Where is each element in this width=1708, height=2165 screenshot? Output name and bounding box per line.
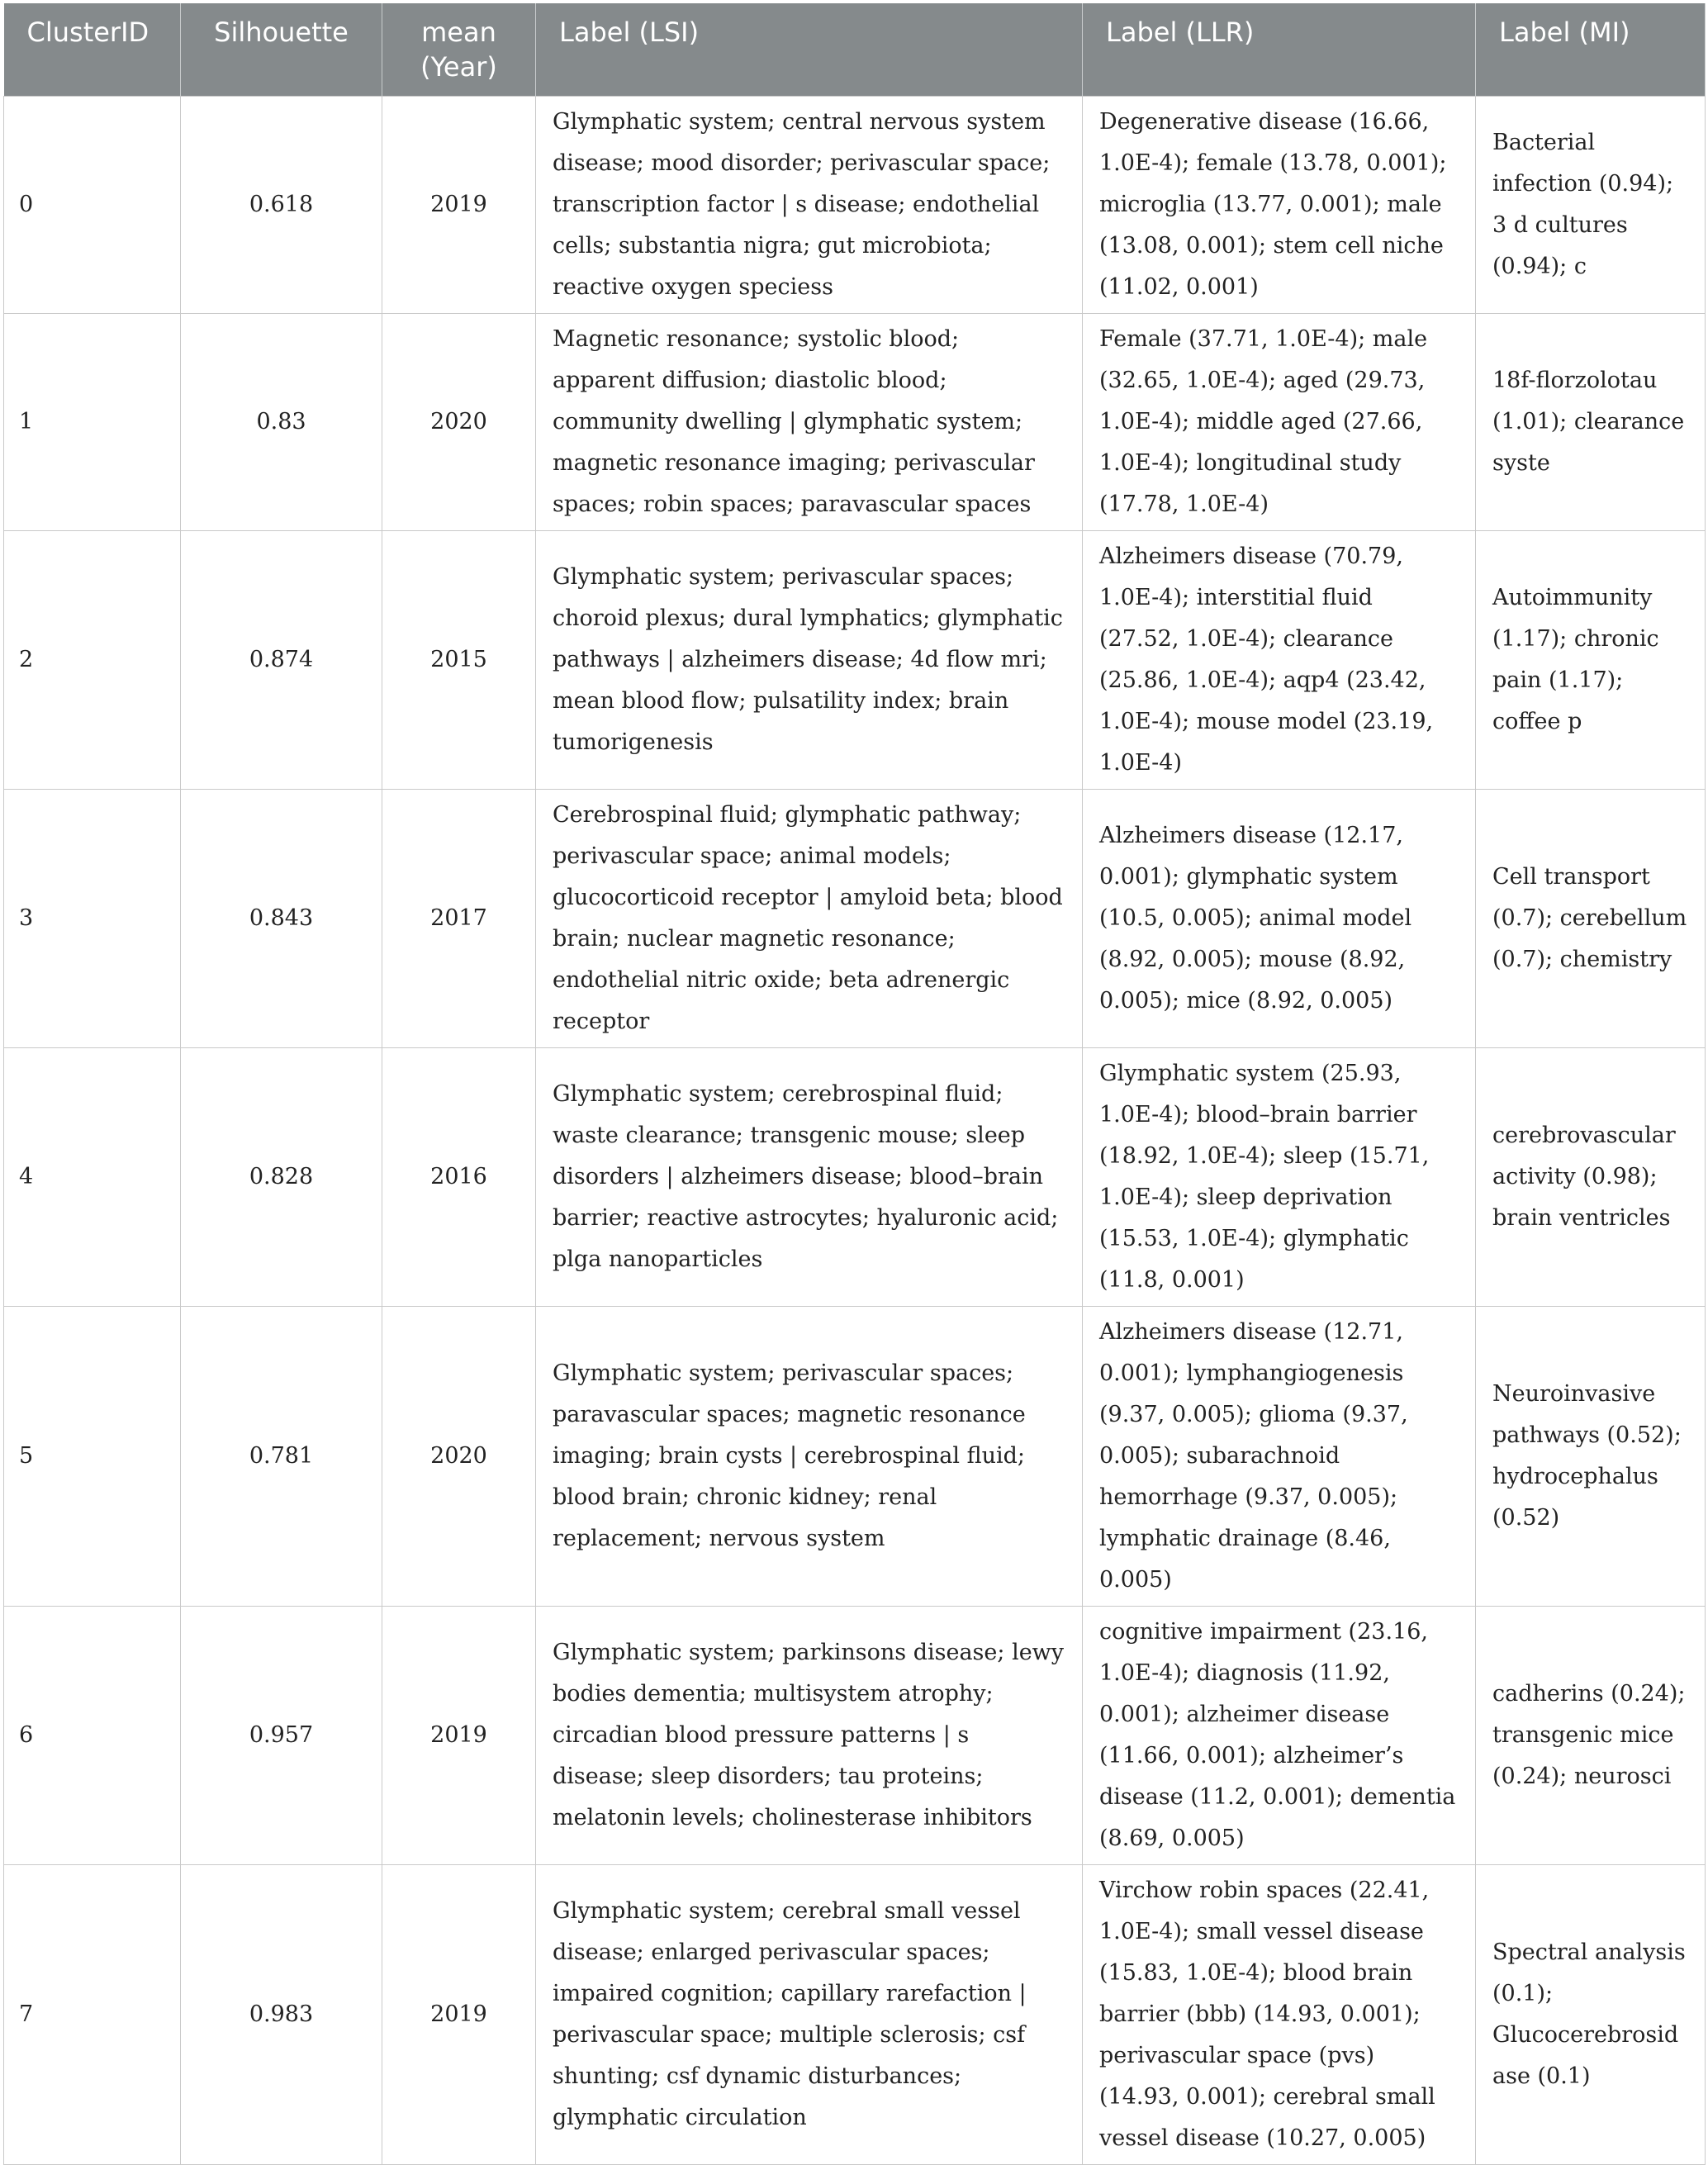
table-header [4,3,1706,97]
cell-cluster-id: 6 [4,1607,181,1865]
cell-label-mi: Bacterial infection (0.94); 3 d cultures (0.94); c [1476,97,1706,314]
cell-label-mi: Neuroinvasive pathways (0.52); hydrocephalus (0.52) [1476,1307,1706,1607]
cell-mean-year: 2019 [382,97,536,314]
cell-silhouette: 0.618 [181,97,382,314]
header-row [4,3,1706,97]
cell-label-llr: Degenerative disease (16.66, 1.0E-4); female (13.78, 0.001); microglia (13.77, 0.001); male (13.08, 0.001); stem cell niche (11.02, 0.001) [1083,97,1476,314]
cell-label-lsi: Glymphatic system; central nervous system disease; mood disorder; perivascular space; transcription factor | s disease; endothelial cells; substantia nigra; gut microbiota; reactive oxygen speciess [536,97,1083,314]
cell-silhouette: 0.957 [181,1607,382,1865]
table-row [4,1607,1706,1865]
cell-label-llr: Virchow robin spaces (22.41, 1.0E-4); small vessel disease (15.83, 1.0E-4); blood brain barrier (bbb) (14.93, 0.001); perivascular space (pvs) (14.93, 0.001); cerebral small vessel disease (10.27, 0.005) [1083,1865,1476,2165]
cell-label-llr: Alzheimers disease (12.17, 0.001); glymphatic system (10.5, 0.005); animal model (8.92, 0.005); mouse (8.92, 0.005); mice (8.92, 0.005) [1083,790,1476,1048]
cell-cluster-id: 5 [4,1307,181,1607]
cell-cluster-id: 3 [4,790,181,1048]
cell-label-mi: 18f-florzolotau (1.01); clearance syste [1476,314,1706,531]
table-row [4,531,1706,790]
cell-silhouette: 0.983 [181,1865,382,2165]
cell-label-llr: cognitive impairment (23.16, 1.0E-4); diagnosis (11.92, 0.001); alzheimer disease (11.66, 0.001); alzheimer’s disease (11.2, 0.001); dementia (8.69, 0.005) [1083,1607,1476,1865]
cell-cluster-id: 7 [4,1865,181,2165]
cell-silhouette: 0.83 [181,314,382,531]
cell-label-mi: Spectral analysis (0.1); Glucocerebrosidase (0.1) [1476,1865,1706,2165]
table-row [4,1307,1706,1607]
cell-label-llr: Female (37.71, 1.0E-4); male (32.65, 1.0E-4); aged (29.73, 1.0E-4); middle aged (27.66, 1.0E-4); longitudinal study (17.78, 1.0E-4) [1083,314,1476,531]
cell-silhouette: 0.874 [181,531,382,790]
cell-label-llr: Alzheimers disease (70.79, 1.0E-4); interstitial fluid (27.52, 1.0E-4); clearance (25.86, 1.0E-4); aqp4 (23.42, 1.0E-4); mouse model (23.19, 1.0E-4) [1083,531,1476,790]
cell-cluster-id: 2 [4,531,181,790]
cell-label-mi: cadherins (0.24); transgenic mice (0.24); neurosci [1476,1607,1706,1865]
cell-label-lsi: Magnetic resonance; systolic blood; apparent diffusion; diastolic blood; community dwelling | glymphatic system; magnetic resonance imaging; perivascular spaces; robin spaces; paravascular spaces [536,314,1083,531]
cell-label-lsi: Glymphatic system; cerebral small vessel disease; enlarged perivascular spaces; impaired cognition; capillary rarefaction | perivascular space; multiple sclerosis; csf shunting; csf dynamic disturbances; glymphatic circulation [536,1865,1083,2165]
cell-label-llr: Glymphatic system (25.93, 1.0E-4); blood–brain barrier (18.92, 1.0E-4); sleep (15.71, 1.0E-4); sleep deprivation (15.53, 1.0E-4); glymphatic (11.8, 0.001) [1083,1048,1476,1307]
cell-mean-year: 2019 [382,1607,536,1865]
cell-mean-year: 2019 [382,1865,536,2165]
header-clusterid: ClusterID [4,3,181,97]
cell-mean-year: 2020 [382,1307,536,1607]
cell-mean-year: 2020 [382,314,536,531]
table-row [4,1048,1706,1307]
table-row [4,1865,1706,2165]
cell-label-mi: Autoimmunity (1.17); chronic pain (1.17); coffee p [1476,531,1706,790]
cell-cluster-id: 4 [4,1048,181,1307]
cell-label-llr: Alzheimers disease (12.71, 0.001); lymphangiogenesis (9.37, 0.005); glioma (9.37, 0.005); subarachnoid hemorrhage (9.37, 0.005); lymphatic drainage (8.46, 0.005) [1083,1307,1476,1607]
cell-label-lsi: Cerebrospinal fluid; glymphatic pathway; perivascular space; animal models; glucocorticoid receptor | amyloid beta; blood brain; nuclear magnetic resonance; endothelial nitric oxide; beta adrenergic receptor [536,790,1083,1048]
cell-label-lsi: Glymphatic system; parkinsons disease; lewy bodies dementia; multisystem atrophy; circadian blood pressure patterns | s disease; sleep disorders; tau proteins; melatonin levels; cholinesterase inhibitors [536,1607,1083,1865]
cell-cluster-id: 1 [4,314,181,531]
cluster-table [3,3,1706,2165]
cell-label-lsi: Glymphatic system; perivascular spaces; choroid plexus; dural lymphatics; glymphatic pathways | alzheimers disease; 4d flow mri; mean blood flow; pulsatility index; brain tumorigenesis [536,531,1083,790]
cell-label-lsi: Glymphatic system; cerebrospinal fluid; waste clearance; transgenic mouse; sleep disorders | alzheimers disease; blood–brain barrier; reactive astrocytes; hyaluronic acid; plga nanoparticles [536,1048,1083,1307]
cell-mean-year: 2016 [382,1048,536,1307]
cell-silhouette: 0.843 [181,790,382,1048]
header-mean-year: mean (Year) [382,3,536,97]
table-row [4,97,1706,314]
header-silhouette: Silhouette [181,3,382,97]
table-body [4,97,1706,2165]
header-label-mi: Label (MI) [1476,3,1706,97]
cell-label-mi: Cell transport (0.7); cerebellum (0.7); chemistry [1476,790,1706,1048]
table-row [4,790,1706,1048]
cell-silhouette: 0.828 [181,1048,382,1307]
cell-cluster-id: 0 [4,97,181,314]
cell-mean-year: 2017 [382,790,536,1048]
header-label-lsi: Label (LSI) [536,3,1083,97]
cell-mean-year: 2015 [382,531,536,790]
cell-label-mi: cerebrovascular activity (0.98); brain ventricles [1476,1048,1706,1307]
cell-silhouette: 0.781 [181,1307,382,1607]
table-row [4,314,1706,531]
cell-label-lsi: Glymphatic system; perivascular spaces; paravascular spaces; magnetic resonance imaging; brain cysts | cerebrospinal fluid; blood brain; chronic kidney; renal replacement; nervous system [536,1307,1083,1607]
header-label-llr: Label (LLR) [1083,3,1476,97]
